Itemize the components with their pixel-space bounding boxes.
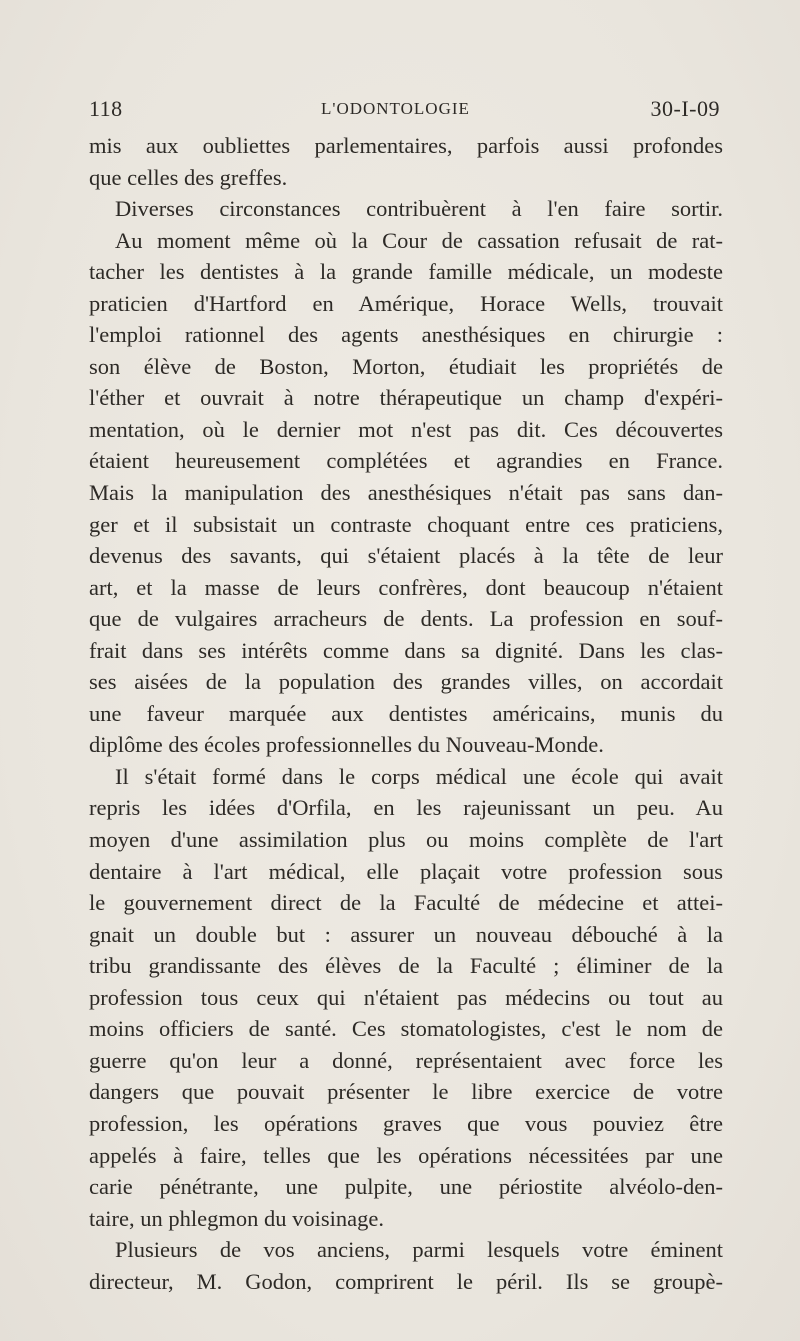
text-line: Mais la manipulation des anesthésiques n'était pas sans dan- (89, 480, 723, 506)
text-line: son élève de Boston, Morton, étudiait les propriétés de (89, 353, 723, 379)
text-line: guerre qu'on leur a donné, représentaient avec force les (89, 1047, 723, 1073)
text-line: frait dans ses intérêts comme dans sa dignité. Dans les clas- (89, 637, 723, 663)
text-line: Diverses circonstances contribuèrent à l'en faire sortir. (115, 196, 723, 222)
text-line: moyen d'une assimilation plus ou moins complète de l'art (89, 827, 723, 853)
text-line: devenus des savants, qui s'étaient placés à la tête de leur (89, 543, 723, 569)
body-text (89, 130, 723, 1297)
journal-title: L'ODONTOLOGIE (321, 99, 470, 118)
text-line: art, et la masse de leurs confrères, dont beaucoup n'étaient (89, 574, 723, 600)
text-line: une faveur marquée aux dentistes américains, munis du (89, 700, 723, 726)
text-line: moins officiers de santé. Ces stomatologistes, c'est le nom de (89, 1016, 723, 1042)
text-line: gnait un double but : assurer un nouveau débouché à la (89, 921, 723, 947)
text-line: mentation, où le dernier mot n'est pas dit. Ces découvertes (89, 416, 723, 442)
text-line: l'éther et ouvrait à notre thérapeutique un champ d'expéri- (89, 385, 723, 411)
text-line: tribu grandissante des élèves de la Faculté ; éliminer de la (89, 953, 723, 979)
text-line: le gouvernement direct de la Faculté de médecine et attei- (89, 890, 723, 916)
text-line: repris les idées d'Orfila, en les rajeunissant un peu. Au (89, 795, 723, 821)
text-line: dentaire à l'art médical, elle plaçait votre profession sous (89, 858, 723, 884)
text-line: ses aisées de la population des grandes villes, on accordait (89, 669, 723, 695)
text-line: Il s'était formé dans le corps médical une école qui avait (115, 763, 723, 789)
running-head (89, 96, 720, 126)
text-line: que celles des greffes. (89, 164, 288, 190)
text-line: praticien d'Hartford en Amérique, Horace Wells, trouvait (89, 290, 723, 316)
issue-date: 30-I-09 (650, 96, 720, 121)
text-line: profession tous ceux qui n'étaient pas médecins ou tout au (89, 984, 723, 1010)
text-line: que de vulgaires arracheurs de dents. La profession en souf- (89, 606, 723, 632)
text-line: étaient heureusement complétées et agrandies en France. (89, 448, 723, 474)
page-number: 118 (89, 96, 123, 121)
text-line: Au moment même où la Cour de cassation refusait de rat- (115, 227, 723, 253)
text-line: mis aux oubliettes parlementaires, parfois aussi profondes (89, 133, 723, 158)
text-line: diplôme des écoles professionnelles du Nouveau-Monde. (89, 732, 604, 758)
text-line: directeur, M. Godon, comprirent le péril. Ils se groupè- (89, 1268, 723, 1294)
text-line: carie pénétrante, une pulpite, une périostite alvéolo-den- (89, 1174, 723, 1200)
text-line: appelés à faire, telles que les opérations nécessitées par une (89, 1142, 723, 1168)
text-line: dangers que pouvait présenter le libre exercice de votre (89, 1079, 723, 1105)
text-line: ger et il subsistait un contraste choquant entre ces praticiens, (89, 511, 723, 537)
text-line: Plusieurs de vos anciens, parmi lesquels votre éminent (115, 1237, 723, 1263)
text-line: profession, les opérations graves que vous pouviez être (89, 1110, 723, 1136)
text-line: tacher les dentistes à la grande famille médicale, un modeste (89, 259, 723, 285)
text-line: taire, un phlegmon du voisinage. (89, 1205, 384, 1231)
text-line: l'emploi rationnel des agents anesthésiques en chirurgie : (89, 322, 723, 348)
